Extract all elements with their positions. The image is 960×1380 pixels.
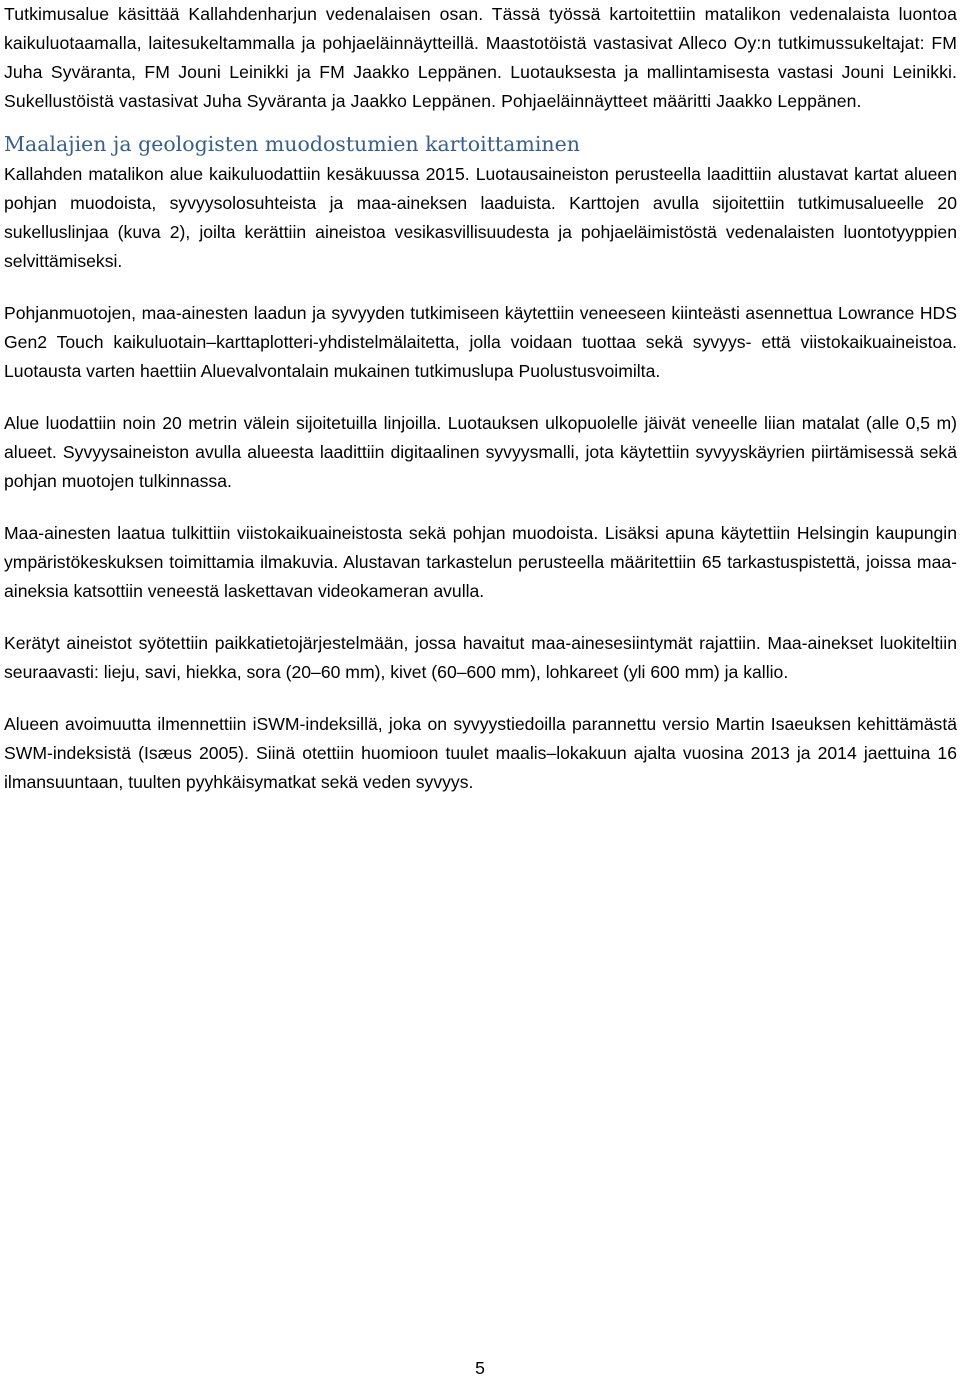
page-number: 5 [475,1358,485,1378]
section-heading: Maalajien ja geologisten muodostumien kartoittaminen [4,132,580,156]
body-paragraph-2: Pohjanmuotojen, maa-ainesten laadun ja syvyyden tutkimiseen käytettiin veneeseen kiinteästi asennettua Lowrance HDS Gen2 Touch kaikuluotain–karttaplotteri-yhdistelmälaitetta, jolla voidaan tuottaa sekä syvyys- että viistokaikuaineistoa. Luotausta varten haettiin Aluevalvontalain mukainen tutkimuslupa Puolustusvoimilta. [4,303,957,381]
document-page [4,0,957,797]
body-paragraph-6: Alueen avoimuutta ilmennettiin iSWM-indeksillä, joka on syvyystiedoilla parannettu versio Martin Isaeuksen kehittämästä SWM-indeksistä (Isæus 2005). Siinä otettiin huomioon tuulet maalis–lokakuun ajalta vuosina 2013 ja 2014 jaettuina 16 ilmansuuntaan, tuulten pyyhkäisymatkat sekä veden syvyys. [4,714,957,792]
body-paragraph-1: Kallahden matalikon alue kaikuluodattiin kesäkuussa 2015. Luotausaineiston perusteella laadittiin alustavat kartat alueen pohjan muodoista, syvyysolosuhteista ja maa-aineksen laaduista. Karttojen avulla sijoitettiin tutkimusalueelle 20 sukelluslinjaa (kuva 2), joilta kerättiin aineistoa vesikasvillisuudesta ja pohjaeläimistöstä vedenalaisten luontotyyppien selvittämiseksi. [4,164,957,271]
intro-paragraph: Tutkimusalue käsittää Kallahdenharjun vedenalaisen osan. Tässä työssä kartoitettiin matalikon vedenalaista luontoa kaikuluotaamalla, laitesukeltammalla ja pohjaeläinnäytteillä. Maastotöistä vastasivat Alleco Oy:n tutkimussukeltajat: FM Juha Syväranta, FM Jouni Leinikki ja FM Jaakko Leppänen. Luotauksesta ja mallintamisesta vastasi Jouni Leinikki. Sukellustöistä vastasivat Juha Syväranta ja Jaakko Leppänen. Pohjaeläinnäytteet määritti Jaakko Leppänen. [4,4,957,111]
body-paragraph-3: Alue luodattiin noin 20 metrin välein sijoitetuilla linjoilla. Luotauksen ulkopuolelle jäivät veneelle liian matalat (alle 0,5 m) alueet. Syvyysaineiston avulla alueesta laadittiin digitaalinen syvyysmalli, jota käytettiin syvyyskäyrien piirtämisessä sekä pohjan muotojen tulkinnassa. [4,413,957,491]
body-paragraph-5: Kerätyt aineistot syötettiin paikkatietojärjestelmään, jossa havaitut maa-ainesesiintymät rajattiin. Maa-ainekset luokiteltiin seuraavasti: lieju, savi, hiekka, sora (20–60 mm), kivet (60–600 mm), lohkareet (yli 600 mm) ja kallio. [4,633,957,682]
body-paragraph-4: Maa-ainesten laatua tulkittiin viistokaikuaineistosta sekä pohjan muodoista. Lisäksi apuna käytettiin Helsingin kaupungin ympäristökeskuksen toimittamia ilmakuvia. Alustavan tarkastelun perusteella määritettiin 65 tarkastuspistettä, joissa maa-aineksia katsottiin veneestä laskettavan videokameran avulla. [4,523,957,601]
